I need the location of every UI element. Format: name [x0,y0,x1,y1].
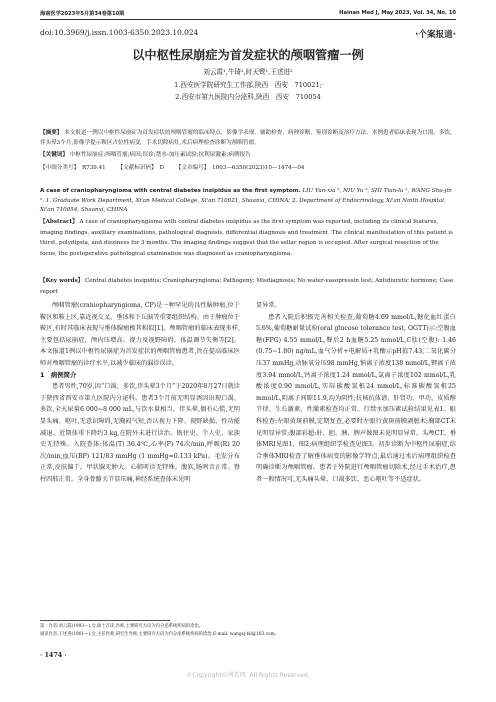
section-heading: 1 病例简介 [40,370,77,379]
english-title: A case of craniopharyngioma with central diabetes insipidus as the first symptom. [40,188,301,194]
header-rule [40,19,456,20]
keywords-en [40,276,456,297]
affiliation-2: 2.西安市第九医院内分泌科,陕西 西安 710054 [175,93,321,101]
keywords-cn [40,151,456,161]
column-tag: ·个案报道· [415,30,456,40]
case-paragraph-continued: 显异常。 [256,302,281,309]
keywords-cn-text: 中枢性尿崩症;颅咽管瘤;病因;误诊;禁水-加压素试验;抗利尿激素;病例报告 [69,152,251,158]
affiliation-1: 1.西安医学院研究生工作部,陕西 西安 710021; [174,81,322,89]
clc-number: 【中图分类号】 R739.41 [40,165,106,171]
journal-header-right: Hainan Med J, May 2023, Vol. 34, No. 10 [339,10,456,16]
keywords-en-text: Central diabetes insipidus; Craniopharyngioma; Pathogeny; Misdiagnosis; No water-vasopressin test; Antidiuretic hormone; Case report [40,278,454,295]
authors: 刘云霞¹,牛琦²,时天鹭¹,王述进² [203,68,293,76]
body-column-right [256,300,456,486]
footnote-rule [40,620,170,621]
journal-header-left: 海南医学2023年5月第34卷第10期 [40,11,125,17]
case-paragraph: 患者男性,70岁,因“口渴、多饮,伴头晕3个月”于2020年8月27日就诊于陕西省西安市第九医院内分泌科。患者3个月前无明显诱因出现口渴、多饮,全天尿量6 000~8 000 mL,与饮水量相当。伴头晕,偶有心慌,无明显头痛、呕吐,无意识障碍,无胸闷气短,否认视力下降、视野缺损、性功能减退。近期体重下降约3 kg,在院外未进行诊治。既往史、个人史、家族史无特殊。入院查体:体温(T) 36.4℃,心率(P) 74次/min,呼吸(R) 20次/min,血压(BP) 121/83 mmHg (1 mmHg=0.133 kPa)。毛发分布正常,皮肤偏干。甲状腺无肿大。心肺听诊无特殊。腹软,肠鸣音正常。脊柱四肢正常。全身骨骼关节显压痛,神经系统查体未见明 [40,383,240,483]
article-title: 以中枢性尿崩症为首发症状的颅咽管瘤一例 [132,48,364,62]
english-authors: LIU Yun-xia ¹, NIU Yu ², SHI Tian-lu ¹, WANG Shu-jin ². 1. Graduate Work Department, Xi'an Medical College, Xi'an 710021, Shaanxi, CHINA; 2. Department of Endocrinology, Xi'an Ninth Hospital, Xi'an 710054, Shaanxi, CHINA [40,188,452,214]
exam-paragraph: 患者入院后积极完善相关检查,葡萄糖4.69 mmol/L,糖化血红蛋白5.6%,葡萄糖耐量试验(oral glucose tolerance test, OGTT)示:空腹血糖(FPG) 4.55 mmol/L,餐后2 h血糖5.25 mmol/L,C肽(空腹): 1.46 (0.75~1.80) ng/mL,血气分析+电解质+乳酸示pH值7.43,二氧化碳分压37 mmHg,动脉氧分压98 mmHg,钠离子浓度138 mmol/L,钾离子浓度3.94 mmol/L,钙离子浓度1.24 mmol/L,氯离子浓度102 mmol/L,乳酸浓度0.90 mmol/L,实际碳酸氢根24 mmol/L,标准碳酸氢根25 mmol/L,阴离子间隙11.9,均为阴性;抗核抗体谱、肝肾功、甲功、皮质醇节律、生长激素、性激素检查均正常。行禁水加压素试验结果见表1。眼科检查:左眼黄斑前膜,定期复查,必要时左眼行黄斑前膜剥脱术;胸部CT未见明显异常;腹部彩超:肝、胆、胰、脾声像图未见明显异常。头颅CT、垂体MRI见图1、图2;病理组织学检查见图3。初步诊断为中枢性尿崩症,结合垂体MRI检查了解垂体病变的影像学特点,最后通过术后病理组织检查明确诊断为颅咽管瘤。患者于外院进行颅咽管瘤切除术,经过手术治疗,患者一般情况可,无头痛头晕、口渴多饮、恶心呕吐等不适症状。 [256,313,456,483]
document-code: 【文献标识码】 D [117,165,164,171]
abstract-en-label: 【Abstract】 [40,219,78,225]
abstract-en [40,217,456,259]
keywords-en-label: 【Key words】 [40,278,84,284]
footnote-corresponding-author: 通讯作者:王述进(1961—),女,主任医师,研究生导师,主要研究方向为内分泌系统疾病的诊治,E-mail: wangsj-fsl@163.com。 [40,632,279,637]
footnote-first-author: 第一作者:刘云霞(1993—),女,硕士在读,医师,主要研究方向为内分泌系统疾病的诊治。 [40,624,203,629]
article-meta [40,164,456,174]
doi: doi:10.3969/j.issn.1003-6350.2023.10.024 [40,28,199,37]
body-column-left [40,300,240,486]
abstract-cn-label: 【摘要】 [40,130,63,136]
english-title-block [40,187,456,216]
keywords-cn-label: 【关键词】 [40,152,68,158]
abstract-en-text: A case of craniopharyngioma with central diabetes insipidus as the first symptom was reported, including its clinical features, imaging findings, auxiliary examinations, pathological diagnosis, differential diagnosis and treatment. The clinical manifestation of this patient is thirst, polydipsia, and dizziness for 3 months. The imaging findings suggest that the sellar region is occupied. After surgical resection of the focus, the postoperative pathological examination was diagnosed as craniopharyngioma. [40,219,453,257]
article-number: 【文章编号】 1003—6350(2023)10—1474—04 [175,165,305,171]
intro-paragraph: 颅咽管瘤(craniopharyngioma, CP)是一种罕见的良性脑肿瘤,位于鞍区和鞍上区,靠近视交叉、垂体和下丘脑等重要组织结构。由于肿瘤位于鞍区,有时其临床表现与垂体腺瘤极其相似[1]。颅咽管瘤的临床表现多样,主要包括尿崩症、颅内压增高、视力及视野障碍、体温调节失衡等[2]。本文报道1例以中枢性尿崩症为首发症状的颅咽管瘤患者,旨在提高临床医师对颅咽管瘤的诊疗水平,以减少临床的漏诊误诊。 [40,302,240,367]
abstract-cn-text: 本文报道一例以中枢性尿崩症为首发症状的颅咽管瘤的临床特点、影像学表现、辅助检查、病理诊断、鉴别诊断及治疗方法。本例患者临床表现为口渴、多饮,伴头晕3个月,影像学提示鞍区占位性病变。手术切除病灶,术后病理检查诊断为颅咽管瘤。 [40,130,452,146]
abstract-cn [40,129,456,148]
copyright-watermark: ©Copyright©博看网. All Rights Reserved. [186,672,310,679]
page-number: · 1474 · [40,651,67,659]
